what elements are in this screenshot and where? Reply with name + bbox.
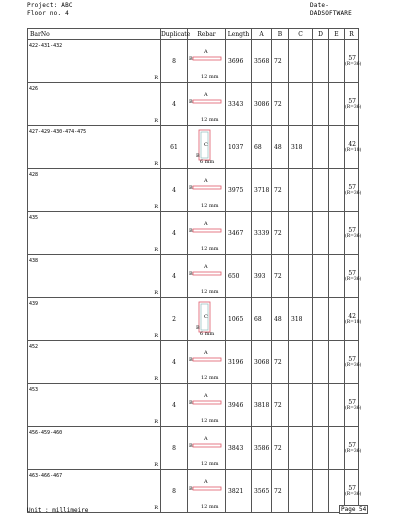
bar-diameter: 12 mm	[201, 74, 219, 80]
a-cell: 3339	[252, 212, 272, 255]
a-cell: 3718	[252, 169, 272, 212]
b-cell: 72	[272, 83, 289, 126]
a-cell: 3818	[252, 384, 272, 427]
rebar-shape-straight	[188, 255, 225, 297]
rebar-cell	[188, 298, 226, 341]
rebar-cell	[188, 427, 226, 470]
length-cell: 3196	[226, 341, 252, 384]
table-row	[28, 83, 359, 126]
e-cell	[329, 126, 345, 169]
column-header-rebar: Rebar	[188, 29, 226, 40]
r-cell	[345, 427, 362, 470]
table-row	[28, 255, 359, 298]
b-cell: 72	[272, 341, 289, 384]
length-cell: 3343	[226, 83, 252, 126]
bar-marks: 453	[29, 387, 39, 393]
length-cell: 3696	[226, 40, 252, 83]
r-value: 57	[348, 55, 356, 62]
r-value: 57	[348, 98, 356, 105]
d-cell	[313, 470, 329, 513]
table-row	[28, 40, 359, 83]
duplicate-cell: 8	[161, 470, 188, 513]
project-name: Project: ABC	[27, 2, 73, 9]
duplicate-cell: 4	[161, 169, 188, 212]
shape-side-label: B	[189, 228, 193, 234]
e-cell	[329, 83, 345, 126]
c-cell	[289, 341, 313, 384]
c-cell: 318	[289, 126, 313, 169]
bar-diameter: 12 mm	[201, 117, 219, 123]
c-cell	[289, 384, 313, 427]
shape-side-label: B	[189, 357, 193, 363]
rebar-shape-stirrup	[188, 298, 225, 340]
r-cell	[345, 83, 362, 126]
shape-label: A	[204, 49, 208, 55]
rebar-cell	[188, 126, 226, 169]
r-value: 57	[348, 356, 356, 363]
table-row	[28, 169, 359, 212]
rebar-shape-straight	[188, 470, 225, 512]
e-cell	[329, 298, 345, 341]
b-cell: 48	[272, 298, 289, 341]
a-cell: 393	[252, 255, 272, 298]
floor-number: Floor no. 4	[27, 10, 69, 17]
r-cell	[345, 255, 362, 298]
bar-marks: 456-459-460	[29, 430, 63, 436]
bar-marks: 452	[29, 344, 39, 350]
a-cell: 3586	[252, 427, 272, 470]
length-cell: 1065	[226, 298, 252, 341]
d-cell	[313, 341, 329, 384]
rebar-schedule-table	[27, 28, 362, 513]
shape-side-label: B	[196, 153, 200, 159]
r-value: 57	[348, 184, 356, 191]
bar-marks: 422-431-432	[29, 43, 63, 49]
a-cell: 3068	[252, 341, 272, 384]
length-cell: 3821	[226, 470, 252, 513]
r-radius: (R=36)	[345, 277, 362, 282]
bar-diameter: 12 mm	[201, 246, 219, 252]
bar-number-cell	[28, 427, 161, 470]
row-flag: R	[154, 290, 158, 296]
bar-diameter: 12 mm	[201, 418, 219, 424]
duplicate-cell: 4	[161, 384, 188, 427]
column-header-d: D	[313, 29, 329, 40]
b-cell: 72	[272, 40, 289, 83]
a-cell: 68	[252, 126, 272, 169]
r-radius: (R=36)	[345, 492, 362, 497]
column-header-barno: BarNo	[28, 29, 161, 40]
b-cell: 72	[272, 427, 289, 470]
e-cell	[329, 40, 345, 83]
shape-side-label: B	[189, 271, 193, 277]
d-cell	[313, 83, 329, 126]
r-cell	[345, 212, 362, 255]
a-cell: 3568	[252, 40, 272, 83]
r-value: 57	[348, 270, 356, 277]
d-cell	[313, 40, 329, 83]
a-cell: 3086	[252, 83, 272, 126]
rebar-cell	[188, 255, 226, 298]
c-cell	[289, 40, 313, 83]
b-cell: 72	[272, 470, 289, 513]
bar-marks: 463-466-467	[29, 473, 63, 479]
bar-number-cell	[28, 298, 161, 341]
r-radius: (R=36)	[345, 62, 362, 67]
bar-number-cell	[28, 169, 161, 212]
shape-side-label: B	[196, 325, 200, 331]
length-cell: 3467	[226, 212, 252, 255]
shape-label: A	[204, 436, 208, 442]
r-value: 57	[348, 227, 356, 234]
page-number: Page 54	[341, 506, 367, 513]
r-radius: (R=18)	[345, 148, 362, 153]
bar-marks: 426	[29, 86, 39, 92]
duplicate-cell: 8	[161, 427, 188, 470]
c-cell	[289, 212, 313, 255]
row-flag: R	[154, 247, 158, 253]
r-radius: (R=36)	[345, 191, 362, 196]
rebar-shape-straight	[188, 384, 225, 426]
duplicate-cell: 61	[161, 126, 188, 169]
bar-diameter: 12 mm	[201, 203, 219, 209]
row-flag: R	[154, 376, 158, 382]
e-cell	[329, 427, 345, 470]
r-cell	[345, 341, 362, 384]
e-cell	[329, 212, 345, 255]
row-flag: R	[154, 161, 158, 167]
rebar-cell	[188, 169, 226, 212]
table-header-row	[28, 29, 359, 40]
duplicate-cell: 8	[161, 40, 188, 83]
b-cell: 72	[272, 212, 289, 255]
r-radius: (R=36)	[345, 363, 362, 368]
shape-label: A	[204, 350, 208, 356]
duplicate-cell: 4	[161, 212, 188, 255]
d-cell	[313, 126, 329, 169]
table-row	[28, 298, 359, 341]
bar-diameter: 12 mm	[201, 461, 219, 467]
shape-label: C	[204, 314, 208, 320]
shape-side-label: B	[189, 99, 193, 105]
shape-label: A	[204, 92, 208, 98]
duplicate-cell: 2	[161, 298, 188, 341]
rebar-shape-stirrup	[188, 126, 225, 168]
r-cell	[345, 126, 362, 169]
column-header-e: E	[329, 29, 345, 40]
shape-label: A	[204, 264, 208, 270]
bar-marks: 427-429-430-474-475	[29, 129, 87, 135]
e-cell	[329, 341, 345, 384]
bar-diameter: 12 mm	[201, 375, 219, 381]
column-header-b: B	[272, 29, 289, 40]
unit-note: Unit : millimeire	[27, 507, 89, 514]
shape-label: A	[204, 393, 208, 399]
bar-marks: 435	[29, 215, 39, 221]
r-cell	[345, 384, 362, 427]
shape-label: A	[204, 479, 208, 485]
row-flag: R	[154, 333, 158, 339]
r-value: 57	[348, 485, 356, 492]
bar-diameter: 6 mm	[200, 159, 215, 165]
shape-label: A	[204, 178, 208, 184]
rebar-shape-straight	[188, 83, 225, 125]
e-cell	[329, 169, 345, 212]
row-flag: R	[154, 505, 158, 511]
bar-number-cell	[28, 126, 161, 169]
table-row	[28, 384, 359, 427]
bar-number-cell	[28, 212, 161, 255]
r-value: 42	[348, 141, 356, 148]
duplicate-cell: 4	[161, 83, 188, 126]
r-cell	[345, 40, 362, 83]
row-flag: R	[154, 462, 158, 468]
column-header-duplicate: Duplicate	[161, 30, 191, 38]
bar-marks: 428	[29, 172, 39, 178]
shape-label: A	[204, 221, 208, 227]
date-label: Date-	[310, 2, 330, 9]
table-row	[28, 212, 359, 255]
e-cell	[329, 384, 345, 427]
duplicate-cell: 4	[161, 255, 188, 298]
shape-side-label: B	[189, 185, 193, 191]
rebar-cell	[188, 212, 226, 255]
rebar-cell	[188, 384, 226, 427]
b-cell: 72	[272, 384, 289, 427]
d-cell	[313, 169, 329, 212]
rebar-cell	[188, 341, 226, 384]
b-cell: 72	[272, 169, 289, 212]
shape-side-label: B	[189, 400, 193, 406]
d-cell	[313, 212, 329, 255]
bar-diameter: 12 mm	[201, 504, 219, 510]
b-cell: 72	[272, 255, 289, 298]
r-radius: (R=36)	[345, 234, 362, 239]
column-header-r: R	[345, 29, 359, 40]
a-cell: 3565	[252, 470, 272, 513]
r-value: 42	[348, 313, 356, 320]
bar-number-cell	[28, 384, 161, 427]
r-cell	[345, 298, 362, 341]
r-value: 57	[348, 442, 356, 449]
bar-diameter: 12 mm	[201, 289, 219, 295]
row-flag: R	[154, 204, 158, 210]
column-header-a: A	[252, 29, 272, 40]
e-cell	[329, 255, 345, 298]
c-cell	[289, 427, 313, 470]
duplicate-cell: 4	[161, 341, 188, 384]
length-cell: 3946	[226, 384, 252, 427]
table-row	[28, 126, 359, 169]
length-cell: 650	[226, 255, 252, 298]
length-cell: 3843	[226, 427, 252, 470]
d-cell	[313, 384, 329, 427]
a-cell: 68	[252, 298, 272, 341]
bar-diameter: 6 mm	[200, 331, 215, 337]
r-radius: (R=18)	[345, 320, 362, 325]
rebar-shape-straight	[188, 427, 225, 469]
rebar-shape-straight	[188, 40, 225, 82]
shape-side-label: B	[189, 486, 193, 492]
rebar-cell	[188, 83, 226, 126]
bar-marks: 439	[29, 301, 39, 307]
shape-side-label: B	[189, 443, 193, 449]
row-flag: R	[154, 419, 158, 425]
bar-number-cell	[28, 341, 161, 384]
d-cell	[313, 427, 329, 470]
row-flag: R	[154, 75, 158, 81]
bar-marks: 438	[29, 258, 39, 264]
bar-number-cell	[28, 40, 161, 83]
length-cell: 3975	[226, 169, 252, 212]
b-cell: 48	[272, 126, 289, 169]
company-name: DADSOFTWARE	[310, 10, 352, 17]
length-cell: 1037	[226, 126, 252, 169]
rebar-cell	[188, 40, 226, 83]
row-flag: R	[154, 118, 158, 124]
c-cell	[289, 83, 313, 126]
c-cell	[289, 470, 313, 513]
r-radius: (R=36)	[345, 406, 362, 411]
table-row	[28, 427, 359, 470]
rebar-shape-straight	[188, 212, 225, 254]
rebar-cell	[188, 470, 226, 513]
r-radius: (R=36)	[345, 449, 362, 454]
rebar-shape-straight	[188, 341, 225, 383]
d-cell	[313, 255, 329, 298]
shape-label: C	[204, 142, 208, 148]
rebar-shape-straight	[188, 169, 225, 211]
bar-number-cell	[28, 255, 161, 298]
c-cell	[289, 169, 313, 212]
column-header-c: C	[289, 29, 313, 40]
c-cell	[289, 255, 313, 298]
bar-number-cell	[28, 83, 161, 126]
column-header-length: Length	[226, 29, 252, 40]
shape-side-label: B	[189, 56, 193, 62]
table-row	[28, 341, 359, 384]
r-radius: (R=36)	[345, 105, 362, 110]
r-value: 57	[348, 399, 356, 406]
d-cell	[313, 298, 329, 341]
c-cell: 318	[289, 298, 313, 341]
r-cell	[345, 169, 362, 212]
